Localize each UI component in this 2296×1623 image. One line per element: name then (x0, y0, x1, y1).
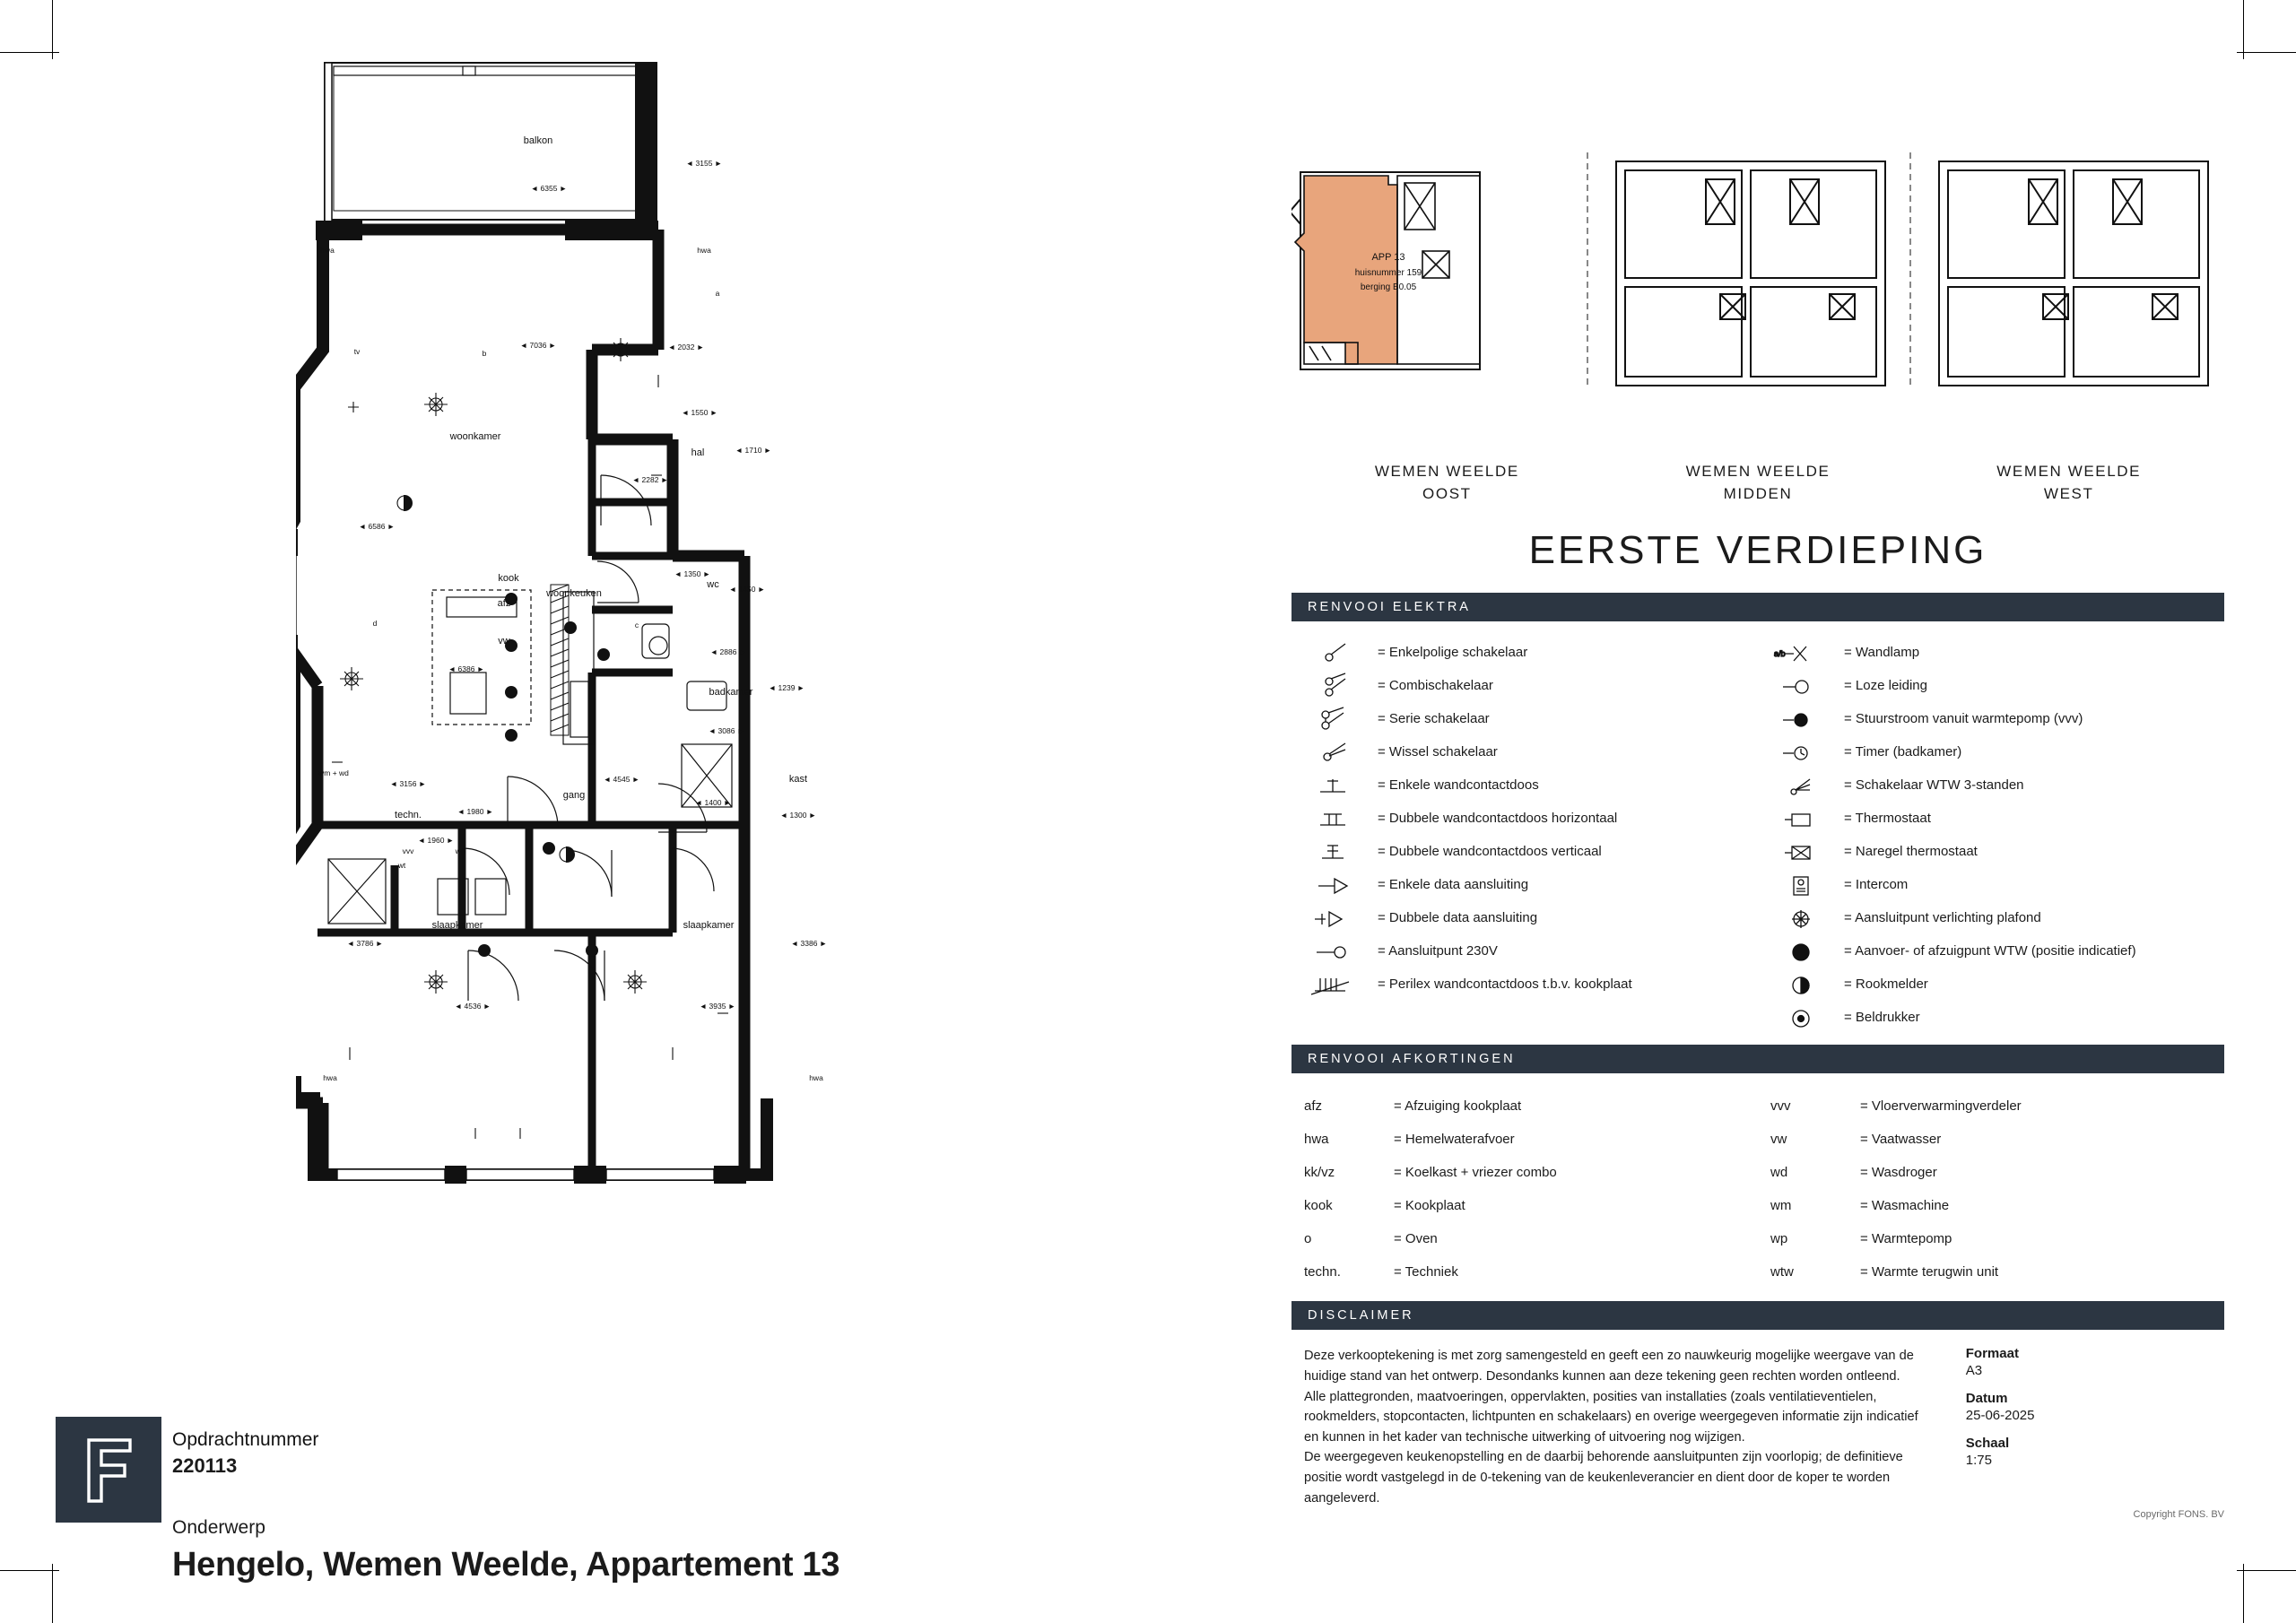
switch2-icon (1292, 673, 1378, 699)
abbreviation-value: = Hemelwaterafvoer (1394, 1132, 1515, 1148)
plafond-icon (1758, 905, 1844, 932)
legend-item-label: = Rookmelder (1844, 976, 1928, 993)
dimension-label: ◄ 2032 ► (667, 343, 705, 352)
crop-mark (2243, 0, 2244, 59)
legend-item (1292, 934, 1758, 968)
legend-item (1292, 802, 1758, 835)
room-label: balkon (523, 135, 553, 146)
dimension-label: ◄ 4545 ► (603, 775, 640, 784)
block-label-midden: WEMEN WEELDE MIDDEN (1685, 463, 1831, 502)
legend-item-label: = Enkele wandcontactdoos (1378, 777, 1539, 794)
abbreviation-key: wd (1770, 1165, 1788, 1181)
legend-item (1758, 636, 2224, 669)
timer-icon (1758, 739, 1844, 766)
abbreviation-item (1758, 1123, 2224, 1156)
room-label: wc (707, 579, 719, 590)
dimension-label: ◄ 6386 ► (448, 664, 485, 673)
abbreviation-value: = Vloerverwarmingverdeler (1860, 1098, 2022, 1115)
crop-mark (2237, 1570, 2296, 1571)
abbreviation-item (1292, 1222, 1758, 1255)
legend-elektra (1292, 621, 2224, 1039)
crop-mark (52, 1564, 53, 1623)
abbreviation-key: techn. (1304, 1264, 1341, 1280)
crop-mark (0, 1570, 59, 1571)
plan-annotation: wm + wd (318, 768, 349, 777)
format-label: Formaat (1965, 1346, 2019, 1362)
legend-item-label: = Wandlamp (1844, 645, 1920, 661)
dimension-label: ◄ 3386 ► (790, 939, 828, 948)
dimension-label: ◄ 1239 ► (768, 683, 805, 692)
room-label: afz (497, 598, 511, 609)
keyplan-app-label: APP 13 (1371, 252, 1405, 263)
room-label: kast (788, 774, 808, 785)
legend-item (1758, 835, 2224, 868)
plan-annotation: b (482, 349, 487, 358)
abbreviation-value: = Techniek (1394, 1264, 1458, 1280)
dimension-label: ◄ 6586 ► (358, 522, 396, 531)
plan-annotation: hwa (320, 246, 335, 255)
legend-item-label: = Schakelaar WTW 3-standen (1844, 777, 2024, 794)
copyright-notice: Copyright FONS. BV (2133, 1509, 2224, 1521)
disclaimer-text (1292, 1346, 1925, 1520)
abbreviation-key: afz (1304, 1098, 1323, 1115)
legend-item-label: = Loze leiding (1844, 678, 1927, 694)
abbreviation-item (1292, 1255, 1758, 1289)
abbreviation-key: vw (1770, 1132, 1787, 1148)
legend-item-label: = Perilex wandcontactdoos t.b.v. kookplaat (1378, 976, 1632, 993)
dimension-label: ◄ 3086 ► (708, 726, 745, 735)
legend-item (1758, 1001, 2224, 1034)
key-plan (1292, 152, 2224, 448)
dimension-label: ◄ 1710 ► (735, 446, 772, 455)
legend-item (1758, 669, 2224, 702)
naregel-icon (1758, 838, 1844, 865)
plan-annotation: c (634, 621, 639, 629)
legend-item-label: = Beldrukker (1844, 1010, 1920, 1026)
abbr-right-column (1758, 1089, 2224, 1289)
legend-item-label: = Serie schakelaar (1378, 711, 1490, 727)
switch1-icon (1292, 639, 1378, 666)
legend-item-label: = Aansluitpunt verlichting plafond (1844, 910, 2041, 926)
abbreviation-value: = Kookplaat (1394, 1198, 1465, 1214)
subject-label: Onderwerp (172, 1517, 265, 1538)
perilex-icon (1292, 971, 1378, 998)
scale-label: Schaal (1965, 1436, 2010, 1452)
legend-item (1758, 968, 2224, 1001)
order-number-label: Opdrachtnummer (172, 1429, 319, 1450)
plan-annotation: vvv (402, 846, 414, 855)
abbreviation-key: hwa (1304, 1132, 1329, 1148)
plan-annotation: d (372, 619, 378, 628)
format-value: A3 (1965, 1363, 1983, 1379)
crop-mark (0, 52, 59, 53)
abbreviation-key: kk/vz (1304, 1165, 1335, 1181)
dimension-label: ◄ 1300 ► (779, 811, 817, 820)
room-label: slaapkamer (431, 920, 483, 931)
legend-item-label: = Enkelpolige schakelaar (1378, 645, 1528, 661)
legend-afkortingen-header: RENVOOI AFKORTINGEN (1292, 1045, 2224, 1073)
dimension-label: ◄ 1980 ► (457, 807, 494, 816)
abbreviation-item (1758, 1222, 2224, 1255)
legend-item-label: = Thermostaat (1844, 811, 1931, 827)
socket1-icon (1292, 772, 1378, 799)
dimension-label: ◄ 1350 ► (674, 569, 711, 578)
block-label-west: WEMEN WEELDE WEST (1996, 463, 2142, 502)
room-label: gang (562, 790, 586, 801)
abbreviation-value: = Koelkast + vriezer combo (1394, 1165, 1557, 1181)
rookmelder-icon (1758, 971, 1844, 998)
keyplan-storage: berging B0.05 (1360, 282, 1417, 292)
abbreviation-value: = Afzuiging kookplaat (1394, 1098, 1522, 1115)
legend-item (1292, 968, 1758, 1001)
abbreviation-key: o (1304, 1231, 1312, 1247)
wandlamp-icon (1758, 639, 1844, 666)
abbreviation-value: = Warmte terugwin unit (1860, 1264, 1999, 1280)
dimension-label: ◄ 3155 ► (685, 159, 723, 168)
dimension-label: ◄ 2282 ► (631, 475, 669, 484)
scale-value: 1:75 (1965, 1453, 1992, 1469)
beldrukker-icon (1758, 1004, 1844, 1031)
dimension-label: ◄ 3156 ► (389, 779, 427, 788)
room-label: hal (691, 447, 705, 458)
legend-item (1758, 868, 2224, 901)
disclaimer-paragraph: De weergegeven keukenopstelling en de daarbij behorende aansluitpunten zijn voorlopig; de definitieve positie wordt vastgelegd in de 0-tekening van de keukenleverancier en dient door de koper te worden aangeleverd. (1304, 1450, 1903, 1506)
floorplan-drawing (296, 54, 1130, 1399)
legend-elektra-left-column (1292, 636, 1758, 1034)
block-label-oost: WEMEN WEELDE OOST (1374, 463, 1519, 502)
plan-annotation: tv (353, 347, 361, 356)
abbreviation-value: = Warmtepomp (1860, 1231, 1952, 1247)
legend-elektra-header: RENVOOI ELEKTRA (1292, 593, 2224, 621)
abbreviation-item (1758, 1156, 2224, 1189)
abbreviation-key: kook (1304, 1198, 1333, 1214)
page-title: Hengelo, Wemen Weelde, Appartement 13 (172, 1546, 840, 1584)
abbreviation-key: wm (1770, 1198, 1792, 1214)
abbreviation-value: = Vaatwasser (1860, 1132, 1942, 1148)
plan-annotation: hwa (697, 246, 711, 255)
legend-item (1758, 934, 2224, 968)
abbreviation-value: = Wasdroger (1860, 1165, 1937, 1181)
thermostaat-icon (1758, 805, 1844, 832)
disclaimer-header: DISCLAIMER (1292, 1301, 2224, 1330)
dimension-label: ◄ 1400 ► (694, 798, 732, 807)
abbreviation-key: wp (1770, 1231, 1788, 1247)
disclaimer-paragraph: Deze verkooptekening is met zorg samengesteld en geeft een zo nauwkeurig mogelijke weergave van de huidige stand van het ontwerp. Desondanks kunnen aan deze tekening geen rechten worden ontleend. Alle plattegronden, maatvoeringen, oppervlakten, posities van installaties (zoals ventilatieventielen, rookmelders, stopcontacten, lichtpunten en schakelaars) en overige weergegeven informatie zijn indicatief en kunnen in het kader van technische uitwerking of uitvoering nog wijzigen. (1304, 1349, 1918, 1445)
abbreviation-value: = Wasmachine (1860, 1198, 1950, 1214)
legend-item-label: = Combischakelaar (1378, 678, 1493, 694)
svg-text:a/b: a/b (1774, 648, 1786, 658)
dimension-label: ◄ 1960 ► (417, 836, 455, 845)
legend-item (1292, 669, 1758, 702)
abbreviation-item (1758, 1089, 2224, 1123)
order-number-value: 220113 (172, 1454, 238, 1477)
plan-annotation: wp (455, 846, 465, 855)
legend-item (1292, 636, 1758, 669)
abbr-left-column (1292, 1089, 1758, 1289)
legend-item (1292, 702, 1758, 735)
dimension-label: ◄ 1450 ► (728, 585, 766, 594)
dimension-label: ◄ 3786 ► (346, 939, 384, 948)
legend-item (1292, 768, 1758, 802)
legend-item-label: = Dubbele wandcontactdoos horizontaal (1378, 811, 1618, 827)
legend-item (1292, 735, 1758, 768)
switch4-icon (1292, 739, 1378, 766)
socket3-icon (1292, 838, 1378, 865)
abbreviation-key: vvv (1770, 1098, 1791, 1115)
room-label: woonkamer (449, 431, 501, 442)
dimension-label: ◄ 1550 ► (681, 408, 718, 417)
legend-item (1758, 702, 2224, 735)
legend-item-label: = Wissel schakelaar (1378, 744, 1498, 760)
room-label: kook (498, 573, 519, 584)
crop-mark (52, 0, 53, 59)
legend-item-label: = Enkele data aansluiting (1378, 877, 1529, 893)
socket2-icon (1292, 805, 1378, 832)
abbreviation-item (1292, 1189, 1758, 1222)
legend-item-label: = Stuurstroom vanuit warmtepomp (vvv) (1844, 711, 2083, 727)
keyplan-housenumber: huisnummer 159 (1354, 268, 1422, 278)
dimension-label: ◄ 7036 ► (519, 341, 557, 350)
plan-annotation: a (715, 289, 720, 298)
legend-item (1292, 835, 1758, 868)
plan-annotation: wt (397, 861, 406, 870)
legend-item-label: = Dubbele wandcontactdoos verticaal (1378, 844, 1602, 860)
plan-annotation: hwa (809, 1073, 823, 1082)
abbreviation-item (1292, 1156, 1758, 1189)
abbreviation-item (1292, 1089, 1758, 1123)
disclaimer-section (1292, 1330, 2224, 1520)
company-logo (56, 1417, 161, 1523)
legend-item-label: = Aanvoer- of afzuigpunt WTW (positie indicatief) (1844, 943, 2136, 959)
legend-item (1292, 901, 1758, 934)
plan-annotation: hwa (323, 1073, 337, 1082)
intercom-icon (1758, 872, 1844, 898)
legend-item (1758, 768, 2224, 802)
dimension-label: ◄ 3935 ► (699, 1002, 736, 1011)
loze-icon (1758, 673, 1844, 699)
dimension-label: ◄ 2886 ► (709, 647, 747, 656)
legend-item-label: = Dubbele data aansluiting (1378, 910, 1538, 926)
floor-title: EERSTE VERDIEPING (1528, 528, 1987, 573)
room-label: woonkeuken (546, 588, 602, 599)
legend-item-label: = Intercom (1844, 877, 1909, 893)
date-label: Datum (1965, 1391, 2008, 1407)
dimension-label: ◄ 4536 ► (454, 1002, 491, 1011)
crop-mark (2243, 1564, 2244, 1623)
legend-elektra-right-column (1758, 636, 2224, 1034)
data2-icon (1292, 905, 1378, 932)
wtw3-icon (1758, 772, 1844, 799)
stuurstroom-icon (1758, 706, 1844, 733)
crop-mark (2237, 52, 2296, 53)
legend-afkortingen (1292, 1073, 2224, 1296)
legend-item (1292, 868, 1758, 901)
room-label: vw (498, 636, 510, 647)
legend-item-label: = Timer (badkamer) (1844, 744, 1962, 760)
wtwpunt-icon (1758, 938, 1844, 965)
block-labels (1292, 461, 2224, 505)
drawing-meta (1925, 1346, 2224, 1520)
room-label: slaapkamer (683, 920, 735, 931)
abbreviation-key: wtw (1770, 1264, 1794, 1280)
room-label: techn. (395, 810, 422, 820)
date-value: 25-06-2025 (1965, 1408, 2035, 1424)
v230-icon (1292, 938, 1378, 965)
legend-item-label: = Naregel thermostaat (1844, 844, 1978, 860)
legend-item (1758, 735, 2224, 768)
legend-item (1758, 901, 2224, 934)
abbreviation-value: = Oven (1394, 1231, 1438, 1247)
title-block (56, 1417, 1096, 1584)
switch3-icon (1292, 706, 1378, 733)
data1-icon (1292, 872, 1378, 898)
legend-item-label: = Aansluitpunt 230V (1378, 943, 1498, 959)
abbreviation-item (1758, 1255, 2224, 1289)
abbreviation-item (1292, 1123, 1758, 1156)
dimension-label: ◄ 6355 ► (530, 184, 568, 193)
abbreviation-item (1758, 1189, 2224, 1222)
room-label: badkamer (709, 687, 753, 698)
legend-item (1758, 802, 2224, 835)
